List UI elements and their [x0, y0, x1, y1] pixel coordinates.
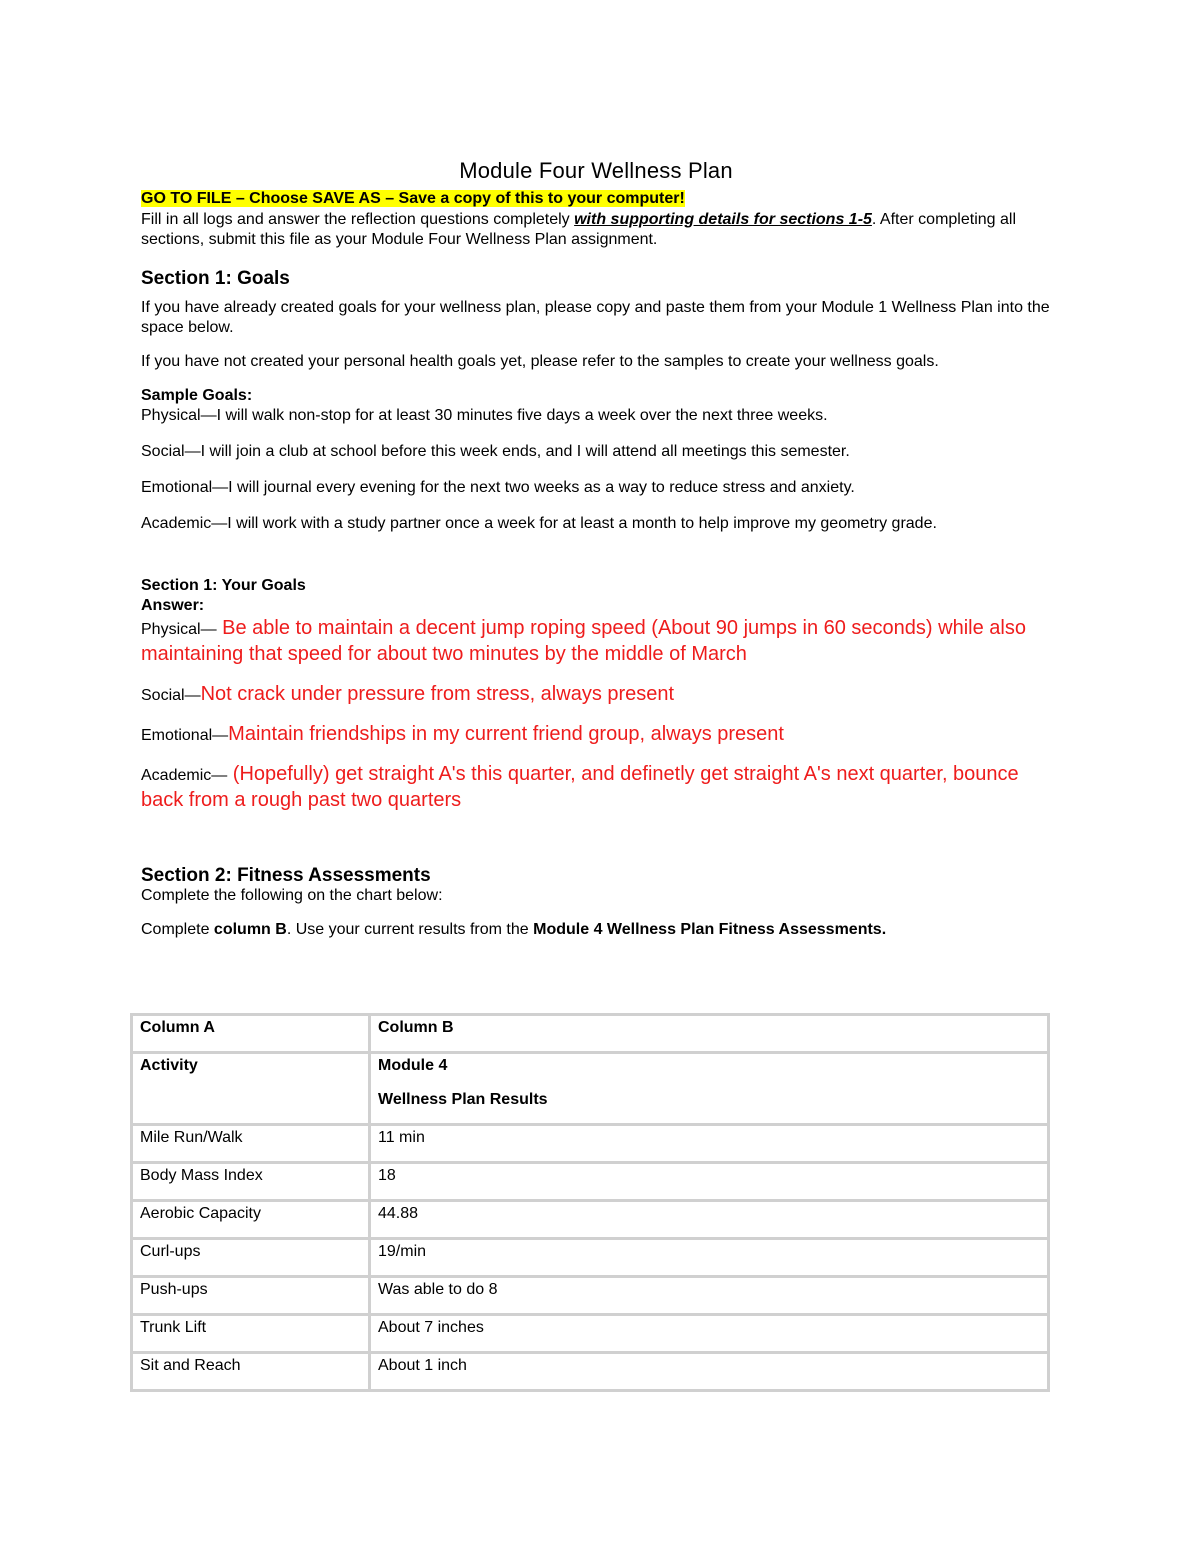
activity-label: Activity	[132, 1053, 370, 1125]
activity-cell: Sit and Reach	[132, 1353, 370, 1391]
result-cell[interactable]: 18	[370, 1163, 1049, 1201]
answer-label: Answer:	[141, 597, 205, 614]
table-row	[132, 1277, 1049, 1315]
table-label-row	[132, 1053, 1049, 1125]
activity-cell: Mile Run/Walk	[132, 1125, 370, 1163]
table-row	[132, 1201, 1049, 1239]
table-row	[132, 1315, 1049, 1353]
sample-goal-social: Social—I will join a club at school before this week ends, and I will attend all meetings this semester.	[141, 443, 850, 460]
sample-goal-emotional: Emotional—I will journal every evening for the next two weeks as a way to reduce stress and anxiety.	[141, 479, 855, 496]
answer-emotional-label: Emotional—	[141, 727, 229, 744]
answer-physical[interactable]	[141, 616, 1051, 668]
page-title: Module Four Wellness Plan	[459, 158, 733, 183]
activity-cell: Trunk Lift	[132, 1315, 370, 1353]
result-cell[interactable]: 11 min	[370, 1125, 1049, 1163]
section2-line2	[141, 920, 1051, 940]
answer-physical-label: Physical—	[141, 621, 217, 638]
answer-emotional-text[interactable]: Maintain friendships in my current friend group, always present	[228, 723, 784, 745]
answer-academic-label: Academic—	[141, 767, 228, 784]
answer-social-label: Social—	[141, 687, 201, 704]
answer-social[interactable]	[141, 682, 1051, 708]
table-header-row	[132, 1015, 1049, 1053]
table-row	[132, 1353, 1049, 1391]
result-cell[interactable]: About 7 inches	[370, 1315, 1049, 1353]
answer-emotional[interactable]	[141, 722, 1051, 748]
answer-social-text[interactable]: Not crack under pressure from stress, always present	[200, 683, 675, 705]
intro-emphasis: with supporting details for sections 1-5	[574, 211, 872, 228]
activity-cell: Curl-ups	[132, 1239, 370, 1277]
intro-text: Fill in all logs and answer the reflection questions completely	[141, 211, 575, 228]
table-row	[132, 1125, 1049, 1163]
results-label-line2: Wellness Plan Results	[378, 1091, 548, 1108]
answer-academic-text[interactable]: (Hopefully) get straight A's this quarter, and definetly get straight A's next quarter, bounce back from a rough past two quarters	[141, 763, 1019, 811]
section1-heading: Section 1: Goals	[141, 268, 290, 289]
instruction-line	[141, 190, 1051, 208]
section1-para1: If you have already created goals for your wellness plan, please copy and paste them from your Module 1 Wellness Plan into the space below.	[141, 299, 1050, 336]
result-cell[interactable]: Was able to do 8	[370, 1277, 1049, 1315]
intro-paragraph	[141, 210, 1051, 250]
section2-line2-a: Complete	[141, 921, 214, 938]
answer-academic[interactable]	[141, 762, 1051, 814]
header-column-b: Column B	[370, 1015, 1049, 1053]
results-label	[370, 1053, 1049, 1125]
section2-line2-c: . Use your current results from the	[286, 921, 534, 938]
result-cell[interactable]: 44.88	[370, 1201, 1049, 1239]
section1-para2: If you have not created your personal health goals yet, please refer to the samples to create your wellness goals.	[141, 353, 939, 370]
sample-goal-physical: Physical—I will walk non-stop for at least 30 minutes five days a week over the next three weeks.	[141, 407, 828, 424]
section2-line1: Complete the following on the chart below:	[141, 887, 443, 904]
sample-goal-academic: Academic—I will work with a study partner once a week for at least a month to help improve my geometry grade.	[141, 515, 937, 532]
activity-cell: Push-ups	[132, 1277, 370, 1315]
activity-cell: Body Mass Index	[132, 1163, 370, 1201]
table-row	[132, 1239, 1049, 1277]
result-cell[interactable]: 19/min	[370, 1239, 1049, 1277]
fitness-assessment-table	[130, 1013, 1050, 1392]
results-label-line1: Module 4	[378, 1057, 448, 1074]
section2-line2-d: Module 4 Wellness Plan Fitness Assessments.	[533, 921, 887, 938]
your-goals-heading: Section 1: Your Goals	[141, 577, 306, 594]
section2-heading: Section 2: Fitness Assessments	[141, 865, 431, 886]
activity-cell: Aerobic Capacity	[132, 1201, 370, 1239]
save-instruction-highlight: GO TO FILE – Choose SAVE AS – Save a copy of this to your computer!	[141, 190, 685, 207]
sample-goals-heading: Sample Goals:	[141, 387, 253, 404]
intro-text-end: . After completing all sections, submit this file as your Module Four Wellness Plan assignment.	[141, 211, 1016, 248]
document-page	[141, 158, 1051, 940]
section2-line2-b: column B	[213, 921, 287, 938]
result-cell[interactable]: About 1 inch	[370, 1353, 1049, 1391]
header-column-a: Column A	[132, 1015, 370, 1053]
table-row	[132, 1163, 1049, 1201]
answer-physical-text[interactable]: Be able to maintain a decent jump roping speed (About 90 jumps in 60 seconds) while also maintaining that speed for about two minutes by the middle of March	[141, 617, 1026, 665]
